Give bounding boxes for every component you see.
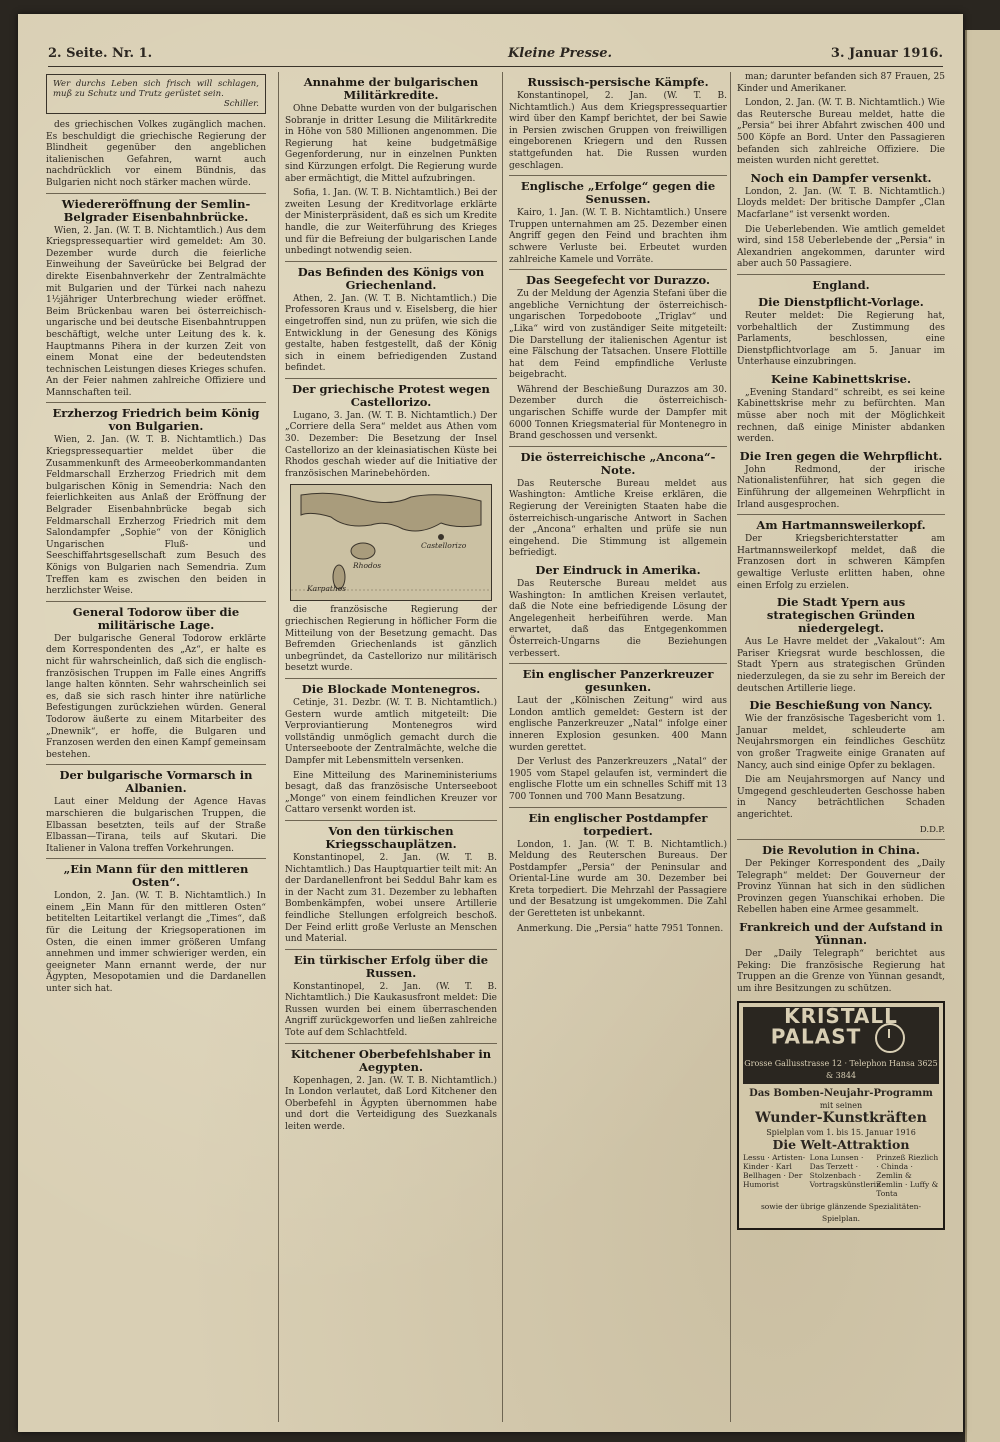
headline-hartmannsweilerkopf: Am Hartmannsweilerkopf. (756, 518, 926, 533)
divider (737, 274, 945, 275)
headline-mittlerer-osten: „Ein Mann für den mittleren Osten“. (63, 862, 249, 890)
ad-attraction: Die Welt-Attraktion (772, 1136, 910, 1152)
article-text: Wie der französische Tagesbericht vom 1. Januar meldet, schleuderte am Neujahrsmorgen ein feindliches Geschütz von großer Tragweite einige Granaten auf Nancy, auch sind einige Opfer zu beklagen. (737, 714, 945, 771)
headline-england: England. (812, 277, 870, 292)
headline-panzerkreuzer: Ein englischer Panzerkreuzer gesunken. (522, 667, 714, 695)
column-3 (502, 72, 733, 1422)
article-text: John Redmond, der irische Nationalistenführer, hat sich gegen die Einführung der allgemeinen Wehrpflicht in Irland ausgesprochen. (737, 464, 945, 510)
headline-ancona-note: Die österreichische „Ancona“-Note. (520, 449, 716, 477)
ad-banner (743, 1004, 939, 1057)
headline-nancy: Die Beschießung von Nancy. (749, 698, 933, 713)
headline-seegefecht-durazzo: Das Seegefecht vor Durazzo. (526, 273, 710, 288)
headline-kabinettskrise: Keine Kabinettskrise. (771, 371, 911, 386)
headline-senussen: Englische „Erfolge“ gegen die Senussen. (520, 179, 716, 207)
article-text: Cetinje, 31. Dezbr. (W. T. B. Nichtamtlich.) Gestern wurde amtlich mitgeteilt: Die Verproviantierung Montenegros wird vollständig unmöglich gemacht durch die Unterseeboote der Zentralmächte, welche die Dampfer mit Lebensmitteln versenken. (285, 698, 497, 766)
ad-connector: mit seinen (819, 1100, 863, 1110)
article-text: London, 2. Jan. (W. T. B. Nichtamtlich.) In einem „Ein Mann für den mittleren Osten“ betitelten Leitartikel verlangt die „Times“, daß für die Leitung der Kriegsoperationen im Osten, die einen immer größeren Umfang annehmen und immer schwieriger werden, ein geeigneter Mann ernannt werde, der nur Ägypten, Mesopotamien und die Dardanellen unter sich hat. (46, 891, 266, 995)
headline-dienstpflicht: Die Dienstpflicht-Vorlage. (758, 294, 924, 309)
article-text: Laut einer Meldung der Agence Havas marschieren die bulgarischen Truppen, die Elbassan besetzten, teils auf der Straße Elbassan—Tirana, teils auf Skutari. Die Italiener in Valona treffen Vorkehrungen. (46, 797, 266, 854)
divider (737, 839, 945, 840)
headline-semlin-bridge: Wiedereröffnung der Semlin-Belgrader Eisenbahnbrücke. (61, 196, 251, 224)
article-text: „Evening Standard“ schreibt, es sei keine Kabinettskrise mehr zu befürchten. Man müsse aber noch mit der Möglichkeit rechnen, daß einige Minister abdanken werden. (737, 387, 945, 445)
newspaper-page (18, 14, 963, 1432)
headline-albanien: Der bulgarische Vormarsch in Albanien. (59, 768, 253, 796)
clock-icon (875, 1023, 905, 1053)
divider (509, 446, 727, 447)
headline-dampfer-versenkt: Noch ein Dampfer versenkt. (750, 170, 932, 185)
ad-headline: Wunder-Kunstkräften (755, 1110, 927, 1127)
divider (46, 601, 266, 602)
headline-bulgarische-kredite: Annahme der bulgarischen Militärkredite. (303, 75, 479, 102)
article-text: Der bulgarische General Todorow erklärte dem Korrespondenten des „Az“, er halte es nicht für wahrscheinlich, daß sich die englisch-französischen Truppen im Falle eines Angriffs lange halten könnten. Sehr wahrscheinlich sei es, daß sie sich rasch hinter ihre natürliche Befestigungen zurückziehen würden. General Todorow äußerte zu einem Mitarbeiter des „Dnewnik“, er hoffe, die Bulgaren und Franzosen werden den einen Kampf gemeinsam bestehen. (46, 633, 266, 760)
ad-address: Grosse Gallusstrasse 12 · Telephon Hansa 3625 & 3844 (743, 1057, 939, 1084)
article-text: Laut der „Kölnischen Zeitung“ wird aus London amtlich gemeldet: Gestern ist der englische Panzerkreuzer „Natal“ infolge einer inneren Explosion gesunken. 400 Mann wurden gerettet. (509, 696, 727, 753)
article-text: Die Ueberlebenden. Wie amtlich gemeldet wird, sind 158 Ueberlebende der „Persia“ in Alexandrien angekommen, darunter wird aber auch 50 Passagiere. (737, 224, 945, 270)
headline-koenig-griechenland: Das Befinden des Königs von Griechenland. (297, 264, 485, 292)
divider (509, 807, 727, 808)
issue-date: 3. Januar 1916. (830, 46, 943, 61)
map-label-castellorizo: Castellorizo (421, 541, 467, 551)
headline-general-todorow: General Todorow über die militärische Lage. (72, 604, 240, 632)
article-text: Zu der Meldung der Agenzia Stefani über die angebliche Vernichtung der österreichisch-ungarischen Torpedoboote „Triglav“ und „Lika“ wird von zuständiger Seite mitgeteilt: Die Darstellung der italienischen Agentur ist eine Fälschung der Tatsachen. Unsere Flottille hat dem Feind empfindliche Verluste beigebracht. (509, 289, 727, 381)
newspaper-title: Kleine Presse. (508, 46, 613, 61)
article-text: man; darunter befanden sich 87 Frauen, 25 Kinder und Amerikaner. (737, 72, 945, 94)
ad-performers-right: Prinzeß Riezlich · Chinda · Zemlin & Zemlin · Luffy & Tonta (876, 1153, 939, 1199)
ad-dates: Spielplan vom 1. bis 15. Januar 1916 (766, 1128, 916, 1137)
ad-program: Das Bomben-Neujahr-Programm (749, 1088, 933, 1100)
author-signature: D.D.P. (919, 824, 945, 835)
article-text: Kopenhagen, 2. Jan. (W. T. B. Nichtamtlich.) In London verlautet, daß Lord Kitchener den Oberbefehl in Ägypten übernommen habe und dort die Verteidigung des Suezkanals leiten werde. (285, 1075, 497, 1133)
motto-text: Wer durchs Leben sich frisch will schlagen, muß zu Schutz und Trutz gerüstet sein. (53, 79, 259, 99)
article-text: Der Kriegsberichterstatter am Hartmannsweilerkopf meldet, daß die Franzosen dort in schweren Kämpfen gewaltige Verluste erlitten haben, ohne einen Erfolg zu erzielen. (737, 534, 945, 591)
divider (285, 1043, 497, 1044)
adjacent-page-edge (965, 30, 1000, 1442)
article-text: Konstantinopel, 2. Jan. (W. T. B. Nichtamtlich.) Die Kaukasusfront meldet: Die Russen wurden bei einem überraschenden Angriff zurückgeworfen und ließen zahlreiche Tote auf dem Schlachtfeld. (285, 981, 497, 1039)
ad-performers (743, 1153, 939, 1198)
article-text: Die am Neujahrsmorgen auf Nancy und Umgegend geschleuderten Geschosse haben in Nancy beträchtlichen Schaden angerichtet. (737, 775, 945, 820)
ad-venue-name: KRISTALL PALAST (770, 1004, 898, 1049)
divider (285, 949, 497, 950)
headline-blockade-montenegro: Die Blockade Montenegros. (301, 682, 481, 696)
article-text: Konstantinopel, 2. Jan. (W. T. B. Nichtamtlich.) Das Hauptquartier teilt mit: An der Dardanellenfront bei Seddul Bahr kam es in der Nacht zum 31. Dezember zu lebhaften Bombenkämpfen, wobei unsere Artillerie feindliche Stellungen erfolgreich beschoß. Der Feind erlitt große Verluste an Menschen und Material. (285, 852, 497, 945)
headline-iren-wehrpflicht: Die Iren gegen die Wehrpflicht. (739, 448, 943, 463)
article-text: Das Reutersche Bureau meldet aus Washington: Amtliche Kreise erklären, die Regierung der Vereinigten Staaten habe die österreichisch-ungarische Antwort in Sachen der „Ancona“ erhalten und prüfe sie nun eingehend. Die Stimmung ist allgemein befriedigt. (509, 478, 727, 559)
article-text: Ohne Debatte wurden von der bulgarischen Sobranje in dritter Lesung die Militärkredite in Höhe von 580 Millionen angenommen. Die Regierung hat keine budgetmäßige Gegenforderung, nur in einzelnen Punkten sind Kürzungen erfolgt. Die Regierung wurde aber ermächtigt, die Mittel aufzubringen. (285, 104, 497, 184)
map-label-rhodos: Rhodos (353, 561, 382, 571)
divider (46, 764, 266, 765)
headline-frankreich-yuennan: Frankreich und der Aufstand in Yünnan. (739, 920, 943, 948)
headline-eindruck-amerika: Der Eindruck in Amerika. (535, 563, 701, 577)
article-text: Der Pekinger Korrespondent des „Daily Telegraph“ meldet: Der Gouverneur der Provinz Yünnan hat sich in den südlichen Provinzen gegen Yuanschikai erhoben. Die Rebellen haben eine Armee gesammelt. (737, 859, 945, 916)
article-text: des griechischen Volkes zugänglich machen. Es beschuldigt die griechische Regierung der Blindheit gegenüber den angeblichen italienischen Gefahren, warnt auch nachdrücklich vor einem Bündnis, das Bulgarien nicht noch stärker machen würde. (46, 120, 266, 188)
map-label-karpathos: Karpathos (307, 584, 347, 594)
article-text: Wien, 2. Jan. (W. T. B. Nichtamtlich.) Das Kriegspressequartier meldet über die Zusammenkunft des Armeeoberkommandanten Feldmarschall Erzherzog Friedrich mit dem bulgarischen König in Semendria: Nach den feierlichkeiten aus Anlaß der Eröffnung der Belgrader Eisenbahnbrücke begab sich Feldmarschall Erzherzog Friedrich mit dem Salondampfer „Sophie“ von der Königlich Ungarischen Fluß- und Seeschiffahrtsgesellschaft zum Besuch des Königs von Bulgarien nach Semendria. Zum Treffen kam es zwischen den beiden in herzlichster Weise. (46, 435, 266, 597)
ad-performers-center: Lona Lunsen · Das Terzett · Stolzenbach · Vortragskünstlerin (809, 1153, 881, 1190)
divider (285, 820, 497, 821)
article-text: Wien, 2. Jan. (W. T. B. Nichtamtlich.) Aus dem Kriegspressequartier wird gemeldet: Am 30. Dezember wurde durch die feierliche Einweihung der Saveürücke bei Belgrad der direkte Eisenbahnverkehr der Zentralmächte mit Bulgarien und der Türkei nach nahezu 1½jähriger Unterbrechung wieder eröffnet. Beim Brückenbau waren bei österreichisch-ungarische und bei deutsche Eisenbahntruppen beschäftigt, welche unter Leitung des k. k. Hauptmanns Pihera in der kurzen Zeit von einem Monat eine der bedeutendsten technischen Leistungen dieses Krieges schufen. An der Feier nahmen zahlreiche Offiziere und Mannschaften teil. (46, 225, 266, 398)
headline-russisch-persisch: Russisch-persische Kämpfe. (527, 75, 709, 89)
column-1 (46, 72, 272, 1422)
divider (46, 858, 266, 859)
ad-performers-left: Lessu · Artisten-Kinder · Karl Bellhagen · Der Humorist (743, 1153, 806, 1190)
article-text: Eine Mitteilung des Marineministeriums besagt, daß das französische Unterseeboot „Monge“ von einem feindlichen Kreuzer vor Cattaro versenkt worden ist. (285, 770, 497, 816)
divider (46, 193, 266, 194)
article-text: Reuter meldet: Die Regierung hat, vorbehaltlich der Zustimmung des Parlaments, beschlossen, eine Dienstpflichtvorlage am 5. Januar im Unterhause einzubringen. (737, 310, 945, 368)
page-number: 2. Seite. Nr. 1. (48, 46, 153, 61)
column-4 (730, 72, 945, 1422)
column-2 (278, 72, 503, 1422)
castellorizo-map (290, 484, 492, 601)
article-text: Aus Le Havre meldet der „Vakalout“: Am Pariser Kriegsrat wurde beschlossen, die Stadt Ypern aus strategischen Gründen niederzulegen, da sie zu sehr im Bereich der deutschen Artillerie liege. (737, 637, 945, 694)
headline-revolution-china: Die Revolution in China. (762, 843, 920, 858)
schiller-motto-box (46, 74, 266, 114)
headline-kitchener: Kitchener Oberbefehlshaber in Aegypten. (290, 1046, 492, 1074)
article-text: Anmerkung. Die „Persia“ hatte 7951 Tonnen. (517, 923, 724, 934)
article-text: Der Verlust des Panzerkreuzers „Natal“ der 1905 vom Stapel gelaufen ist, vermindert die englische Flotte um ein schnelles Schiff mit 13 700 Tonnen und 700 Mann Besatzung. (509, 757, 727, 802)
headline-erzherzog-friedrich: Erzherzog Friedrich beim König von Bulgarien. (52, 406, 260, 434)
divider (509, 269, 727, 270)
article-text: London, 1. Jan. (W. T. B. Nichtamtlich.) Meldung des Reuterschen Bureaus. Der Postdampfer „Persia“ der Peninsular and Oriental-Line wurde am 30. Dezember bei Kreta torpediert. Die Mehrzahl der Passagiere und der Besatzung ist umgekommen. Die Zahl der Geretteten ist unbekannt. (509, 839, 727, 920)
article-text: Während der Beschießung Durazzos am 30. Dezember durch die österreichisch-ungarischen Schiffe wurde der Dampfer mit 6000 Tonnen Kriegsmaterial für Montenegro in Brand geschossen und versenkt. (509, 384, 727, 442)
article-text: Konstantinopel, 2. Jan. (W. T. B. Nichtamtlich.) Aus dem Kriegspressequartier wird über den Kampf berichtet, der bei Sawie in Persien zwischen Gruppen von freiwilligen eingeborenen Kriegern und den Russen stattgefunden hat. Die Russen wurden geschlagen. (509, 91, 727, 171)
article-text: London, 2. Jan. (W. T. B. Nichtamtlich.) Wie das Reutersche Bureau meldet, hatte die „Persia“ bei ihrer Abfahrt zwischen 400 und 500 Köpfe an Bord. Unter den Passagieren befanden sich zahlreiche Offiziere. Die meisten wurden nicht gerettet. (737, 98, 945, 167)
headline-postdampfer: Ein englischer Postdampfer torpediert. (528, 810, 708, 838)
divider (737, 514, 945, 515)
ad-footer: sowie der übrige glänzende Spezialitäten-Spielplan. (760, 1202, 922, 1223)
motto-author: Schiller. (223, 99, 259, 109)
divider (509, 663, 727, 664)
headline-tuerkischer-erfolg: Ein türkischer Erfolg über die Russen. (293, 952, 489, 980)
divider (509, 175, 727, 176)
article-text: London, 2. Jan. (W. T. B. Nichtamtlich.) Lloyds meldet: Der britische Dampfer „Clan Macfarlane“ ist versenkt worden. (737, 186, 945, 220)
divider (46, 402, 266, 403)
article-text: Das Reutersche Bureau meldet aus Washington: In amtlichen Kreisen verlautet, daß die Note eine befriedigende Lösung der Angelegenheit herbeiführen werde. Man erwartet, daß das Entgegenkommen Österreich-Ungarns die Beziehungen verbessert. (509, 579, 727, 659)
divider (285, 378, 497, 379)
headline-tuerkische-kriegsschauplaetze: Von den türkischen Kriegsschauplätzen. (325, 823, 457, 851)
article-text: Lugano, 3. Jan. (W. T. B. Nichtamtlich.) Der „Corriere della Sera“ meldet aus Athen vom 30. Dezember: Die Besetzung der Insel Castellorizo an der kleinasiatischen Küste bei Rhodos geschah wieder auf die Initiative der französischen Marinebehörden. (285, 410, 497, 479)
headline-ypern: Die Stadt Ypern aus strategischen Gründen niedergelegt. (766, 595, 916, 636)
article-text: Der „Daily Telegraph“ berichtet aus Peking: Die französische Regierung hat Truppen an die Grenze von Yünnan gesandt, um ihre Besitzungen zu schützen. (737, 949, 945, 994)
divider (285, 261, 497, 262)
article-text: Kairo, 1. Jan. (W. T. B. Nichtamtlich.) Unsere Truppen unternahmen am 25. Dezember einen Angriff gegen den Feind und brachten ihm schwere Verluste bei. Erbeutet wurden zahlreiche Kamele und Vorräte. (509, 208, 727, 265)
article-text: Sofia, 1. Jan. (W. T. B. Nichtamtlich.) Bei der zweiten Lesung der Kreditvorlage erklärte der Ministerpräsident, daß es sich um Kredite handle, die zur Weiterführung des Krieges und für die Befreiung der bulgarischen Lande unbedingt notwendig seien. (285, 188, 497, 257)
divider (285, 678, 497, 679)
headline-castellorizo: Der griechische Protest wegen Castellorizo. (292, 381, 490, 409)
article-text: Athen, 2. Jan. (W. T. B. Nichtamtlich.) Die Professoren Kraus und v. Eiselsberg, die hier eingetroffen sind, nun zu prüfen, wie sich die Entwicklung in der Genesung des Königs gestalte, haben festgestellt, daß der König sich in einem befriedigenden Zustand befindet. (285, 293, 497, 374)
kristall-palast-advertisement (737, 1001, 945, 1230)
page-header (48, 44, 943, 67)
article-text: die französische Regierung der griechischen Regierung in höflicher Form die Mitteilung von der Besetzung gemacht. Das Befremden Griechenlands ist gänzlich unbegründet, da Castellorizo nur militärisch besetzt wurde. (285, 605, 497, 674)
